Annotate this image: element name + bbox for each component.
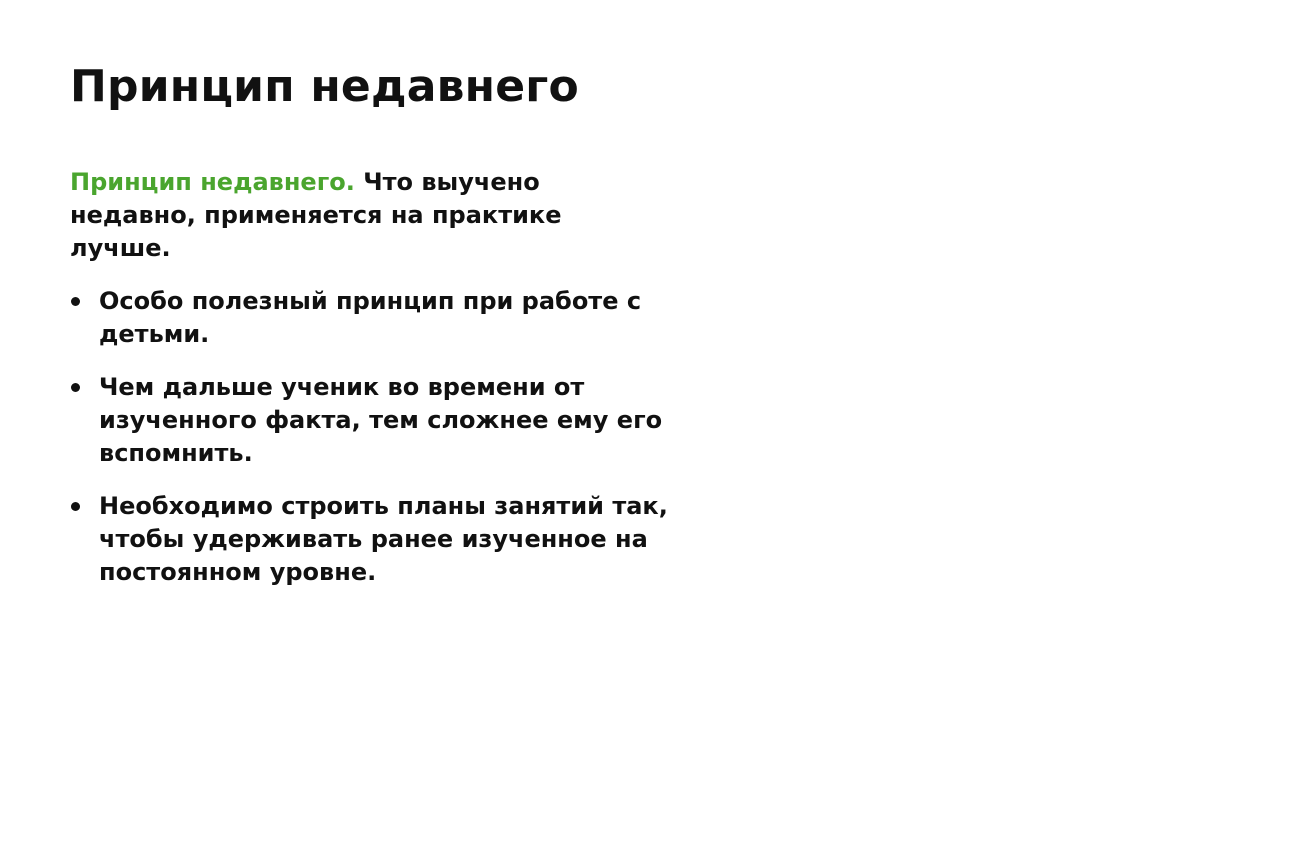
bullet-text: Необходимо строить планы занятий так, чтобы удерживать ранее изученное на постоянном уровне. [99,492,668,586]
list-item [70,285,670,351]
bullet-text: Чем дальше ученик во времени от изученного факта, тем сложнее ему его вспомнить. [99,373,663,467]
bullet-dot-icon [71,383,80,392]
intro-highlight: Принцип недавнего. [70,168,355,196]
list-item [70,490,670,589]
list-item [70,371,670,470]
bullet-list [70,285,670,589]
bullet-text: Особо полезный принцип при работе с детьми. [99,287,642,348]
slide-content [70,166,670,609]
page-title: Принцип недавнего [70,61,579,112]
bullet-dot-icon [71,502,80,511]
intro-text: Что выучено недавно, применяется на практике лучше. [70,168,562,262]
bullet-dot-icon [71,297,80,306]
intro-paragraph [70,166,670,265]
